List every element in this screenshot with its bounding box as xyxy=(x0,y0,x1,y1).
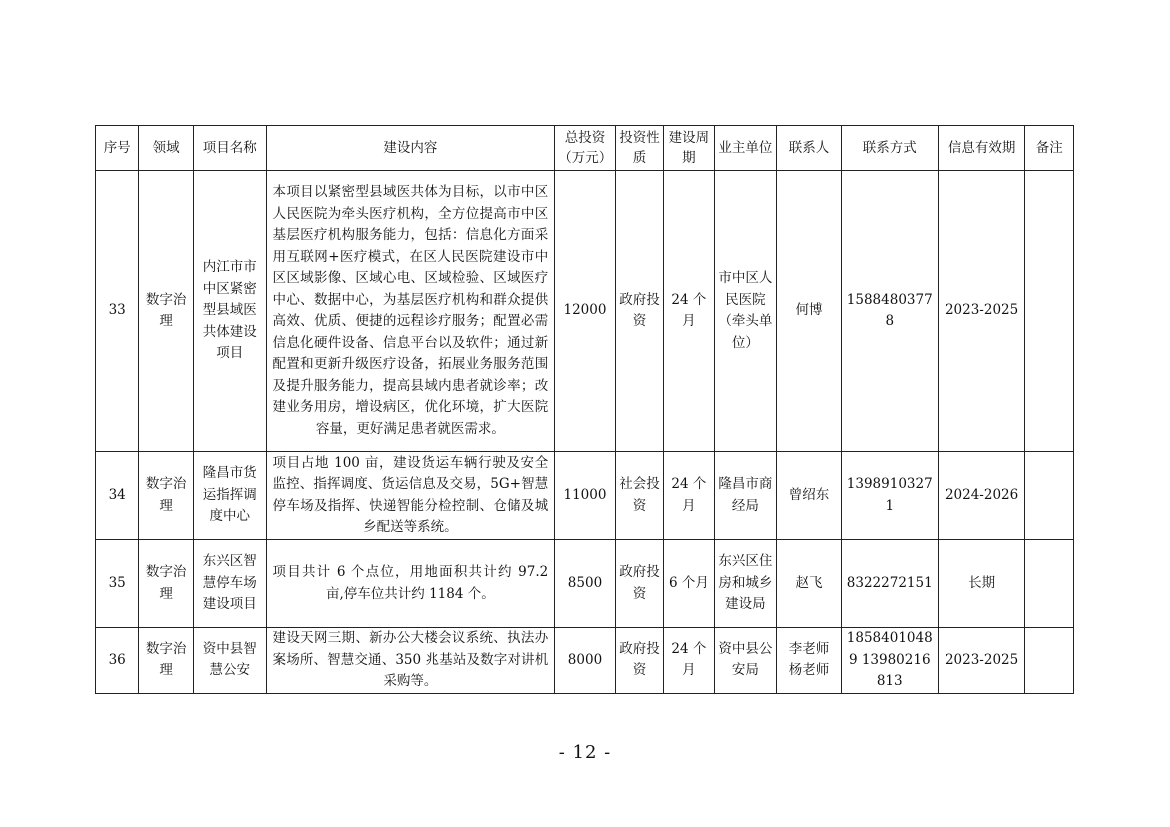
header-no: 序号 xyxy=(96,126,139,171)
cell-no: 33 xyxy=(96,171,139,452)
cell-field: 数字治理 xyxy=(139,171,194,452)
cell-owner: 东兴区住房和城乡建设局 xyxy=(714,540,777,628)
cell-owner: 市中区人民医院（牵头单位） xyxy=(714,171,777,452)
cell-contact: 曾绍东 xyxy=(777,452,842,540)
cell-period: 24 个月 xyxy=(664,171,714,452)
cell-name: 资中县智慧公安 xyxy=(193,628,266,694)
table-row xyxy=(96,452,1074,540)
cell-validity: 2023-2025 xyxy=(938,628,1025,694)
cell-name: 东兴区智慧停车场建设项目 xyxy=(193,540,266,628)
header-field: 领域 xyxy=(139,126,194,171)
cell-investment: 8500 xyxy=(555,540,616,628)
cell-nature: 社会投资 xyxy=(615,452,663,540)
cell-no: 36 xyxy=(96,628,139,694)
header-nature: 投资性质 xyxy=(615,126,663,171)
cell-field: 数字治理 xyxy=(139,452,194,540)
cell-owner: 资中县公安局 xyxy=(714,628,777,694)
header-owner: 业主单位 xyxy=(714,126,777,171)
cell-content: 建设天网三期、新办公大楼会议系统、执法办案场所、智慧交通、350 兆基站及数字对讲机采购等。 xyxy=(266,628,555,694)
cell-content: 项目共计 6 个点位，用地面积共计约 97.2 亩,停车位共计约 1184 个。 xyxy=(266,540,555,628)
header-period: 建设周期 xyxy=(664,126,714,171)
cell-nature: 政府投资 xyxy=(615,628,663,694)
cell-remark xyxy=(1025,628,1074,694)
header-remark: 备注 xyxy=(1025,126,1074,171)
table-header-row xyxy=(96,126,1074,171)
cell-remark xyxy=(1025,452,1074,540)
cell-name: 内江市市中区紧密型县域医共体建设项目 xyxy=(193,171,266,452)
header-investment: 总投资（万元） xyxy=(555,126,616,171)
cell-validity: 2023-2025 xyxy=(938,171,1025,452)
cell-no: 34 xyxy=(96,452,139,540)
cell-period: 6 个月 xyxy=(664,540,714,628)
cell-period: 24 个月 xyxy=(664,628,714,694)
cell-investment: 12000 xyxy=(555,171,616,452)
page-number: - 12 - xyxy=(558,742,612,763)
cell-no: 35 xyxy=(96,540,139,628)
cell-contact: 赵飞 xyxy=(777,540,842,628)
cell-content: 本项目以紧密型县域医共体为目标，以市中区人民医院为牵头医疗机构，全方位提高市中区基层医疗机构服务能力，包括：信息化方面采用互联网+医疗模式，在区人民医院建设市中区区域影像、区域心电、区域检验、区域医疗中心、数据中心，为基层医疗机构和群众提供高效、优质、便捷的远程诊疗服务；配置必需信息化硬件设备、信息平台以及软件；通过新配置和更新升级医疗设备，拓展业务服务范围及提升服务能力，提高县域内患者就诊率；改建业务用房，增设病区，优化环境，扩大医院容量，更好满足患者就医需求。 xyxy=(266,171,555,452)
cell-phone: 15884803778 xyxy=(841,171,938,452)
cell-nature: 政府投资 xyxy=(615,540,663,628)
cell-investment: 11000 xyxy=(555,452,616,540)
cell-content: 项目占地 100 亩，建设货运车辆行驶及安全监控、指挥调度、货运信息及交易，5G+智慧停车场及指挥、快递智能分检控制、仓储及城乡配送等系统。 xyxy=(266,452,555,540)
cell-contact: 李老师 杨老师 xyxy=(777,628,842,694)
cell-field: 数字治理 xyxy=(139,540,194,628)
header-contact: 联系人 xyxy=(777,126,842,171)
cell-investment: 8000 xyxy=(555,628,616,694)
header-validity: 信息有效期 xyxy=(938,126,1025,171)
cell-name: 隆昌市货运指挥调度中心 xyxy=(193,452,266,540)
cell-validity: 2024-2026 xyxy=(938,452,1025,540)
cell-phone: 18584010489 13980216813 xyxy=(841,628,938,694)
cell-validity: 长期 xyxy=(938,540,1025,628)
cell-nature: 政府投资 xyxy=(615,171,663,452)
cell-owner: 隆昌市商经局 xyxy=(714,452,777,540)
table-row xyxy=(96,628,1074,694)
cell-remark xyxy=(1025,171,1074,452)
project-table xyxy=(95,125,1074,694)
cell-field: 数字治理 xyxy=(139,628,194,694)
header-phone: 联系方式 xyxy=(841,126,938,171)
header-name: 项目名称 xyxy=(193,126,266,171)
cell-contact: 何博 xyxy=(777,171,842,452)
table-row xyxy=(96,171,1074,452)
cell-phone: 8322272151 xyxy=(841,540,938,628)
table-row xyxy=(96,540,1074,628)
cell-remark xyxy=(1025,540,1074,628)
cell-phone: 13989103271 xyxy=(841,452,938,540)
header-content: 建设内容 xyxy=(266,126,555,171)
cell-period: 24 个月 xyxy=(664,452,714,540)
